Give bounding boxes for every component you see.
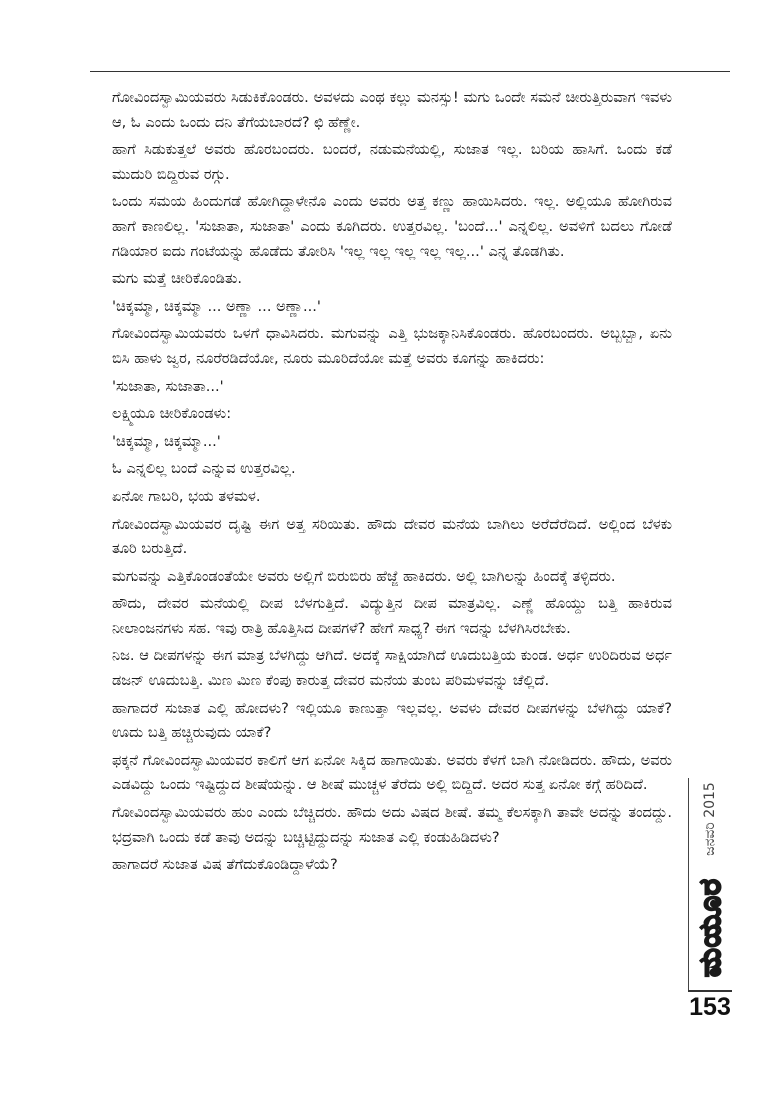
magazine-logo bbox=[690, 868, 730, 986]
article-body bbox=[112, 86, 672, 881]
issue-date-text: ಜನವರಿ 2015 bbox=[702, 782, 718, 856]
issue-date bbox=[688, 778, 732, 860]
header-rule bbox=[90, 71, 730, 72]
paragraph: ಓ ಎನ್ನಲಿಲ್ಲ ಬಂದೆ ಎನ್ನುವ ಉತ್ತರವಿಲ್ಲ. bbox=[112, 460, 296, 478]
paragraph: 'ಸುಜಾತಾ, ಸುಜಾತಾ...' bbox=[112, 377, 224, 395]
paragraph: ಗೋವಿಂದಸ್ವಾಮಿಯವರು ಹುಂ ಎಂದು ಬೆಚ್ಚಿದರು. ಹೌದು ಅದು ವಿಷದ ಶೀಷೆ. ತಮ್ಮ ಕೆಲಸಕ್ಕಾಗಿ ತಾವೇ ಅದನ್ನು ತಂದದ್ದು. ಭದ್ರವಾಗಿ ಒಂದು ಕಡೆ ತಾವು ಅದನ್ನು ಬಚ್ಚಿಟ್ಟಿದ್ದುದನ್ನು ಸುಜಾತ ಎಲ್ಲಿ ಕಂಡುಹಿಡಿದಳು? bbox=[112, 804, 672, 846]
paragraph: ಲಕ್ಷ್ಮಿಯೂ ಚೀರಿಕೊಂಡಳು: bbox=[112, 405, 232, 423]
paragraph: ನಿಜ. ಆ ದೀಪಗಳನ್ನು ಈಗ ಮಾತ್ರ ಬೆಳಗಿದ್ದು ಆಗಿದೆ. ಅದಕ್ಕೆ ಸಾಕ್ಷಿಯಾಗಿದೆ ಊದುಬತ್ತಿಯ ಕುಂಡ. ಅರ್ಧ ಉರಿದಿರುವ ಅರ್ಧ ಡಜನ್ ಊದುಬತ್ತಿ. ಮಿಣ ಮಿಣ ಕೆಂಪು ಕಾರುತ್ತ ದೇವರ ಮನೆಯ ತುಂಬ ಪರಿಮಳವನ್ನು ಚೆಲ್ಲಿದೆ. bbox=[112, 647, 672, 690]
paragraph: ಹಾಗಾದರೆ ಸುಜಾತ ಎಲ್ಲಿ ಹೋದಳು? ಇಲ್ಲಿಯೂ ಕಾಣುತ್ತಾ ಇಲ್ಲವಲ್ಲ. ಅವಳು ದೇವರ ದೀಪಗಳನ್ನು ಬೆಳಗಿದ್ದು ಯಾಕೆ? ಊದು ಬತ್ತಿ ಹಚ್ಚಿರುವುದು ಯಾಕೆ? bbox=[112, 699, 672, 742]
page-number: 153 bbox=[689, 993, 731, 1021]
paragraph: ಮಗುವನ್ನು ಎತ್ತಿಕೊಂಡಂತೆಯೇ ಅವರು ಅಲ್ಲಿಗೆ ಬಿರುಬಿರು ಹೆಜ್ಜೆ ಹಾಕಿದರು. ಅಲ್ಲಿ ಬಾಗಿಲನ್ನು ಹಿಂದಕ್ಕೆ ತಳ್ಳಿದರು. bbox=[112, 567, 616, 585]
paragraph: ಹೌದು, ದೇವರ ಮನೆಯಲ್ಲಿ ದೀಪ ಬೆಳಗುತ್ತಿದೆ. ವಿದ್ಯುತ್ತಿನ ದೀಪ ಮಾತ್ರವಿಲ್ಲ. ಎಣ್ಣೆ ಹೊಯ್ದು ಬತ್ತಿ ಹಾಕಿರುವ ನೀಲಾಂಜನಗಳು ಸಹ. ಇವು ರಾತ್ರಿ ಹೊತ್ತಿಸಿದ ದೀಪಗಳೆ? ಹೇಗೆ ಸಾಧ್ಯ? ಈಗ ಇದನ್ನು ಬೆಳಗಿಸಿರಬೇಕು. bbox=[112, 595, 672, 637]
paragraph: ಮಗು ಮತ್ತೆ ಚೀರಿಕೊಂಡಿತು. bbox=[112, 270, 242, 288]
paragraph: ಹಾಗಾದರೆ ಸುಜಾತ ವಿಷ ತೆಗೆದುಕೊಂಡಿದ್ದಾಳೆಯೆ? bbox=[112, 856, 338, 874]
magazine-logo-text: ಮಯೂರ bbox=[692, 877, 728, 977]
paragraph: 'ಚಿಕ್ಕಮ್ಮಾ, ಚಿಕ್ಕಮ್ಮಾ...' bbox=[112, 432, 221, 450]
page-number-rule bbox=[688, 990, 732, 992]
paragraph: ಫಕ್ಕನೆ ಗೋವಿಂದಸ್ವಾಮಿಯವರ ಕಾಲಿಗೆ ಆಗ ಏನೋ ಸಿಕ್ಕಿದ ಹಾಗಾಯಿತು. ಅವರು ಕೆಳಗೆ ಬಾಗಿ ನೋಡಿದರು. ಹೌದು, ಅವರು ಎಡವಿದ್ದು ಒಂದು ಇಷ್ಟಿದ್ದುದ ಶೀಷೆಯನ್ನು. ಆ ಶೀಷೆ ಮುಚ್ಚಳ ತೆರೆದು ಅಲ್ಲಿ ಬಿದ್ದಿದೆ. ಅದರ ಸುತ್ತ ಏನೋ ಕಗ್ಗೆ ಹರಿದಿದೆ. bbox=[112, 751, 672, 794]
paragraph: ಗೋವಿಂದಸ್ವಾಮಿಯವರು ಒಳಗೆ ಧಾವಿಸಿದರು. ಮಗುವನ್ನು ಎತ್ತಿ ಭುಜಕ್ಕಾನಿಸಿಕೊಂಡರು. ಹೊರಬಂದರು. ಅಬ್ಬಬ್ಬಾ, ಏನು ಬಿಸಿ ಹಾಳು ಜ್ವರ, ನೂರೆರಡಿದೆಯೋ, ನೂರು ಮೂರಿದೆಯೋ ಮತ್ತೆ ಅವರು ಕೂಗನ್ನು ಹಾಕಿದರು: bbox=[112, 325, 672, 367]
paragraph: ಒಂದು ಸಮಯ ಹಿಂದುಗಡೆ ಹೋಗಿದ್ದಾಳೇನೊ ಎಂದು ಅವರು ಅತ್ತ ಕಣ್ಣು ಹಾಯಿಸಿದರು. ಇಲ್ಲ. ಅಲ್ಲಿಯೂ ಹೋಗಿರುವ ಹಾಗೆ ಕಾಣಲಿಲ್ಲ. 'ಸುಜಾತಾ, ಸುಜಾತಾ' ಎಂದು ಕೂಗಿದರು. ಉತ್ತರವಿಲ್ಲ. 'ಬಂದೆ...' ಎನ್ನಲಿಲ್ಲ. ಅವಳಿಗೆ ಬದಲು ಗೋಡೆ ಗಡಿಯಾರ ಐದು ಗಂಟೆಯನ್ನು ಹೊಡೆದು ತೋರಿಸಿ 'ಇಲ್ಲ ಇಲ್ಲ ಇಲ್ಲ ಇಲ್ಲ ಇಲ್ಲ...' ಎನ್ನ ತೊಡಗಿತು. bbox=[112, 193, 672, 260]
paragraph: ಗೋವಿಂದಸ್ವಾಮಿಯವರ ದೃಷ್ಟಿ ಈಗ ಅತ್ತ ಸರಿಯಿತು. ಹೌದು ದೇವರ ಮನೆಯ ಬಾಗಿಲು ಅರೆದೆರೆದಿದೆ. ಅಲ್ಲಿಂದ ಬೆಳಕು ತೂರಿ ಬರುತ್ತಿದೆ. bbox=[112, 515, 672, 558]
paragraph: 'ಚಿಕ್ಕಮ್ಮಾ, ಚಿಕ್ಕಮ್ಮಾ ... ಅಣ್ಣಾ ... ಅಣ್ಣಾ...' bbox=[112, 297, 321, 315]
paragraph: ಗೋವಿಂದಸ್ವಾಮಿಯವರು ಸಿಡುಕಿಕೊಂಡರು. ಅವಳದು ಎಂಥ ಕಲ್ಲು ಮನಸ್ಸು! ಮಗು ಒಂದೇ ಸಮನೆ ಚೀರುತ್ತಿರುವಾಗ ಇವಳು ಆ, ಓ ಎಂದು ಒಂದು ದನಿ ತೆಗೆಯಬಾರದೆ? ಛಿ ಹೆಣ್ಣೇ. bbox=[112, 89, 672, 131]
paragraph: ಏನೋ ಗಾಬರಿ, ಭಯ ತಳಮಳ. bbox=[112, 487, 261, 505]
paragraph: ಹಾಗೆ ಸಿಡುಕುತ್ತಲೆ ಅವರು ಹೊರಬಂದರು. ಬಂದರೆ, ನಡುಮನೆಯಲ್ಲಿ, ಸುಜಾತ ಇಲ್ಲ. ಬರಿಯ ಹಾಸಿಗೆ. ಒಂದು ಕಡೆ ಮುದುರಿ ಬಿದ್ದಿರುವ ರಗ್ಗು. bbox=[112, 141, 672, 183]
